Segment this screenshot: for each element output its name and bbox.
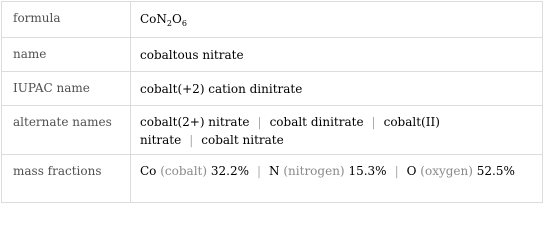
alternate-name-item: cobalt(II) nitrate <box>140 115 440 147</box>
table-row-formula <box>2 2 542 37</box>
mass-fractions-value <box>140 162 530 180</box>
separator: | <box>394 164 399 178</box>
alternate-names-label: alternate names <box>13 115 112 129</box>
name-label: name <box>13 47 47 61</box>
mass-symbol: O <box>406 164 417 178</box>
mass-percent: 15.3% <box>348 164 387 178</box>
mass-symbol: N <box>269 164 280 178</box>
table-row-name <box>2 37 542 71</box>
properties-table <box>1 1 543 203</box>
table-row-alternate-names <box>2 105 542 154</box>
formula-part-co: Co <box>140 12 157 26</box>
iupac-value: cobalt(+2) cation dinitrate <box>140 82 303 96</box>
separator: | <box>189 133 194 147</box>
formula-value <box>140 10 530 28</box>
alternate-name-item: cobalt nitrate <box>201 133 284 147</box>
table-row-iupac <box>2 71 542 105</box>
iupac-label: IUPAC name <box>13 81 90 95</box>
formula-sub-2: 2 <box>166 19 172 28</box>
separator: | <box>371 115 376 129</box>
mass-symbol: Co <box>140 164 157 178</box>
alternate-names-value <box>140 113 530 149</box>
separator: | <box>257 164 262 178</box>
mass-element-name: (nitrogen) <box>283 164 345 178</box>
alternate-name-item: cobalt(2+) nitrate <box>140 115 250 129</box>
formula-part-o: O <box>172 12 182 26</box>
formula-sub-6: 6 <box>181 19 187 28</box>
alternate-name-item: cobalt dinitrate <box>269 115 364 129</box>
formula-part-n: N <box>156 12 167 26</box>
mass-element-name: (oxygen) <box>420 164 473 178</box>
formula-label: formula <box>13 11 61 25</box>
mass-percent: 52.5% <box>476 164 515 178</box>
name-value: cobaltous nitrate <box>140 48 244 62</box>
table-row-mass-fractions <box>2 154 542 202</box>
mass-percent: 32.2% <box>210 164 249 178</box>
mass-element-name: (cobalt) <box>160 164 208 178</box>
separator: | <box>257 115 262 129</box>
mass-fractions-label: mass fractions <box>13 164 102 178</box>
